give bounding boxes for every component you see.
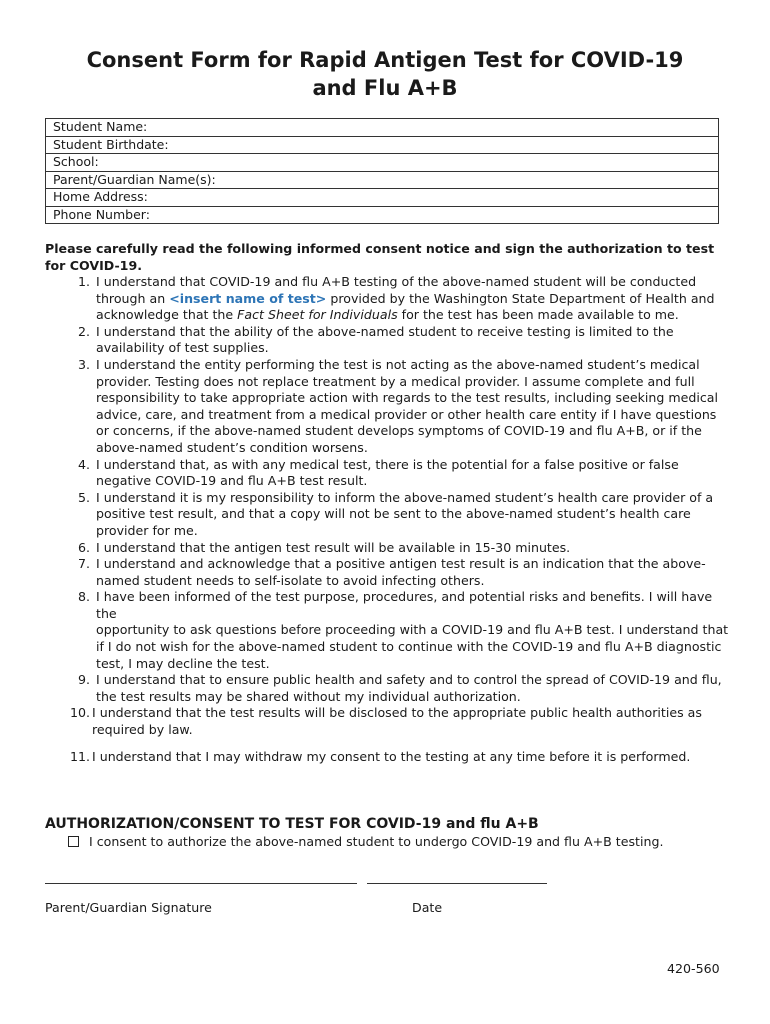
list-item (45, 457, 730, 490)
student-info-table (45, 118, 719, 224)
item-text: I understand that, as with any medical test, there is the potential for a false positive or false negative COVID-19 and flu A+B test result. (96, 456, 679, 489)
signature-label: Parent/Guardian Signature (45, 900, 212, 915)
item-number: 1. (77, 274, 90, 289)
item-text: I understand that to ensure public health and safety and to control the spread of COVID-19 and flu, the test results may be shared without my individual authorization. (96, 672, 722, 704)
item8-continuation: opportunity to ask questions before proceeding with a COVID-19 and flu A+B test. I understand that if I do not wish for the above-named student to continue with the COVID-19 and flu A+B diagnostic test, I may decline the test. (96, 622, 729, 671)
item-number: 8. (77, 589, 90, 605)
title-line-1: Consent Form for Rapid Antigen Test for COVID-19 (86, 48, 684, 72)
item-number: 10. (69, 705, 90, 721)
item-text: I understand that I may withdraw my consent to the testing at any time before it is performed. (92, 748, 691, 764)
item-number: 9. (77, 672, 90, 688)
list-item (45, 556, 730, 589)
field-parent-guardian-names[interactable]: Parent/Guardian Name(s): (46, 171, 719, 189)
list-item (45, 540, 730, 557)
item-number: 4. (77, 456, 90, 472)
list-item (45, 490, 730, 540)
date-line[interactable] (367, 883, 547, 884)
item-text: I understand it is my responsibility to inform the above-named student’s health care provider of a positive test result, and that a copy will not be sent to the above-named student’s health care provider for me. (96, 489, 714, 538)
item1-pre: I understand that COVID-19 and flu A+B testing of the above-named student will be conducted through an (96, 274, 697, 306)
field-student-birthdate[interactable]: Student Birthdate: (46, 136, 719, 154)
list-item (45, 672, 730, 705)
item-text: I understand that the test results will be disclosed to the appropriate public health authorities as required by law. (92, 705, 702, 738)
form-number: 420-560 (667, 961, 720, 976)
consent-items-list (45, 274, 730, 765)
item-text: I understand that the ability of the above-named student to receive testing is limited to the availability of test supplies. (96, 323, 674, 356)
item8-first-line: I have been informed of the test purpose, procedures, and potential risks and benefits. I will have the (96, 589, 713, 621)
field-student-name[interactable]: Student Name: (46, 119, 719, 137)
field-home-address[interactable]: Home Address: (46, 189, 719, 207)
item1-post: for the test has been made available to me. (397, 307, 679, 323)
item-text: I understand the entity performing the test is not acting as the above-named student’s medical provider. Testing does not replace treatment by a medical provider. I assume complete and full responsibility to take appropriate action with regards to the test results, including seeking medical advice, care, and treatment from a medical provider or other health care entity if I have questions or concerns, if the above-named student develops symptoms of COVID-19 and flu A+B, or if the above-named student’s condition worsens. (96, 356, 719, 455)
authorization-heading: AUTHORIZATION/CONSENT TO TEST FOR COVID-19 and flu A+B (45, 816, 539, 832)
consent-checkbox-row[interactable] (68, 834, 663, 849)
field-school[interactable]: School: (46, 154, 719, 172)
title-line-2: and Flu A+B (312, 76, 458, 100)
item-number: 7. (77, 556, 90, 572)
list-item (45, 274, 730, 324)
item-number: 11. (69, 748, 90, 764)
item-number: 5. (77, 489, 90, 505)
item-text: I understand that the antigen test result will be available in 15-30 minutes. (96, 539, 571, 555)
list-item (45, 749, 730, 766)
item-number: 3. (77, 356, 90, 372)
item-text (90, 274, 730, 324)
list-item (45, 324, 730, 357)
consent-intro: Please carefully read the following informed consent notice and sign the authorization to test for COVID-19. (45, 241, 715, 273)
item1-mid: provided by the Washington State Department of Health and acknowledge that the (96, 290, 715, 323)
date-label: Date (412, 900, 443, 915)
list-item (45, 357, 730, 457)
form-title (0, 46, 770, 102)
list-item (45, 705, 730, 738)
field-phone-number[interactable]: Phone Number: (46, 206, 719, 224)
item-number: 2. (77, 323, 90, 339)
test-name-placeholder: <insert name of test> (169, 290, 327, 306)
fact-sheet-title: Fact Sheet for Individuals (237, 307, 398, 323)
item-text (90, 589, 730, 672)
list-item (45, 589, 730, 672)
item-number: 6. (77, 539, 90, 555)
item-text: I understand and acknowledge that a positive antigen test result is an indication that the above-named student needs to self-isolate to avoid infecting others. (96, 556, 706, 588)
checkbox-icon[interactable] (68, 836, 79, 847)
consent-label: I consent to authorize the above-named student to undergo COVID-19 and flu A+B testing. (89, 834, 664, 849)
signature-line[interactable] (45, 883, 357, 884)
